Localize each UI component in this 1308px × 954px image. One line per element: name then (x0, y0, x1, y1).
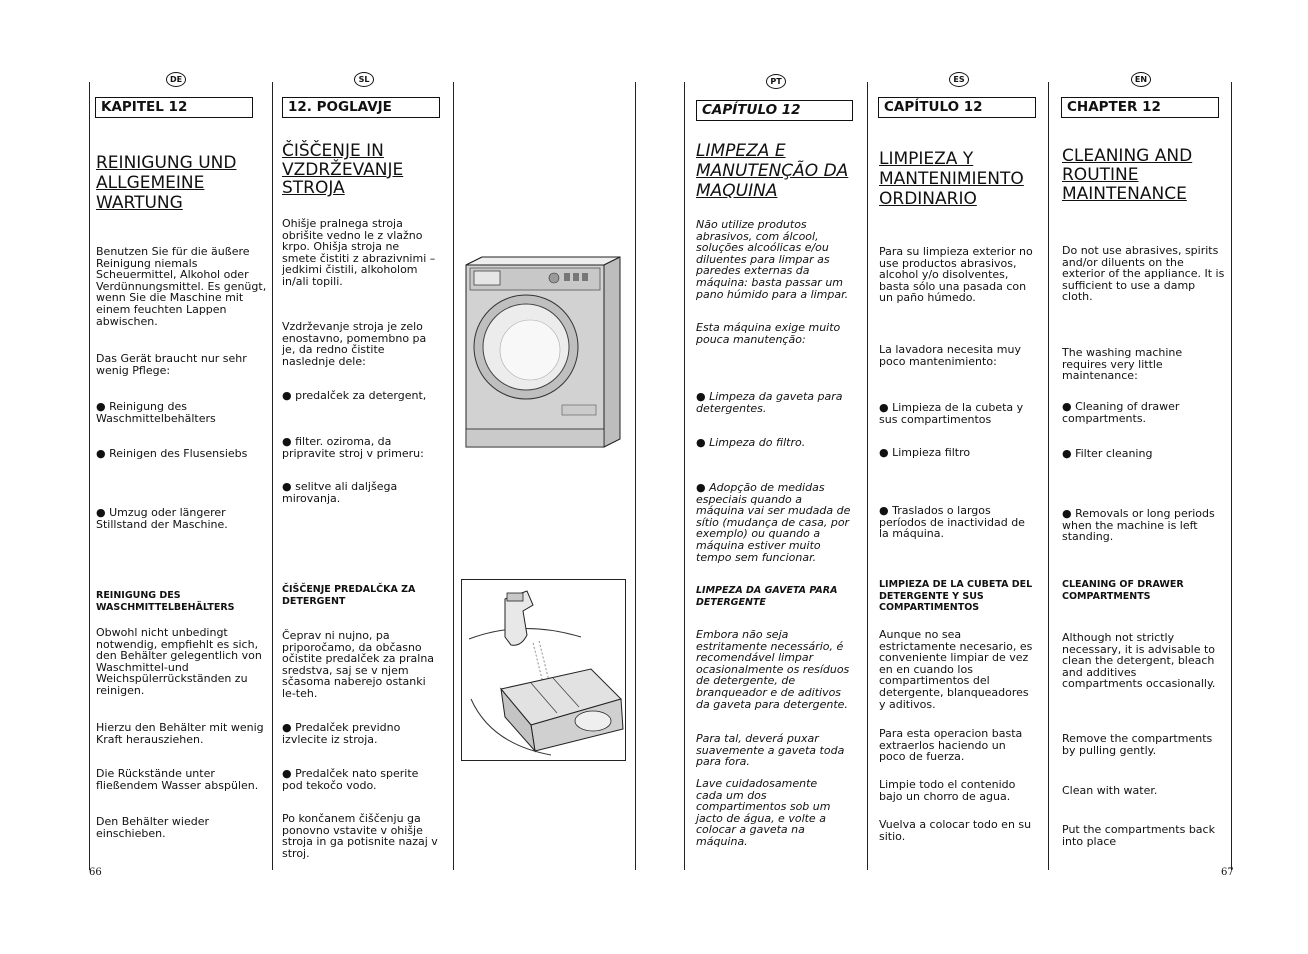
paragraph-de-6: Den Behälter wieder einschieben. (96, 815, 209, 840)
page-number-left: 66 (89, 867, 102, 878)
column-rule (1231, 82, 1232, 870)
subheading-en: CLEANING OF DRAWER COMPARTMENTS (1062, 579, 1184, 602)
washing-machine-illustration (462, 255, 624, 449)
bullet-de-1: ● Reinigung des Waschmittelbehälters (96, 400, 216, 425)
paragraph-en-1: Do not use abrasives, spirits and/or diluents on the exterior of the appliance. It is sufficient to use a damp cloth. (1062, 244, 1225, 304)
subheading-es: LIMPIEZA DE LA CUBETA DEL DETERGENTE Y SUS COMPARTIMENTOS (879, 579, 1033, 613)
bullet-es-2: ● Limpieza filtro (879, 446, 971, 459)
column-rule (867, 82, 868, 870)
page-number-right: 67 (1221, 867, 1234, 878)
subheading-de: REINIGUNG DES WASCHMITTELBEHÄLTERS (96, 590, 235, 613)
paragraph-en-5: Clean with water. (1062, 784, 1158, 797)
paragraph-sl-5: ● Predalček nato sperite pod tekočo vodo. (282, 767, 419, 792)
column-rule (453, 82, 454, 870)
section-title-es: LIMPIEZA Y MANTENIMIENTO ORDINARIO (879, 149, 1024, 209)
chapter-label-en: CHAPTER 12 (1061, 97, 1219, 118)
column-rule (1048, 82, 1049, 870)
section-title-en: CLEANING AND ROUTINE MAINTENANCE (1062, 146, 1193, 204)
bullet-pt-3: ● Adopção de medidas especiais quando a máquina vai ser mudada de sítio (mudança de casa, por exemplo) ou quando a máquina estiver muito tempo sem funcionar. (696, 481, 851, 564)
paragraph-de-2: Das Gerät braucht nur sehr wenig Pflege: (96, 352, 247, 377)
paragraph-es-5: Limpie todo el contenido bajo un chorro de agua. (879, 778, 1016, 803)
paragraph-de-3: Obwohl nicht unbedingt notwendig, empfiehlt es sich, den Behälter gelegentlich von Waschmittel-und Weichspülerrückständen zu reinigen. (96, 626, 262, 697)
chapter-label-sl: 12. POGLAVJE (282, 97, 440, 118)
paragraph-pt-5: Lave cuidadosamente cada um dos compartimentos sob um jacto de água, e volte a colocar a gaveta na máquina. (696, 777, 831, 848)
paragraph-pt-3: Embora não seja estritamente necessário, é recomendável limpar ocasionalmente os resíduos de detergente, de branqueador e de aditivos da gaveta para detergente. (696, 628, 850, 711)
column-rule (684, 82, 685, 870)
language-badge-pt: PT (766, 74, 786, 89)
bullet-es-3: ● Traslados o largos períodos de inactividad de la máquina. (879, 504, 1025, 541)
subheading-pt: LIMPEZA DA GAVETA PARA DETERGENTE (696, 585, 838, 608)
section-title-pt: LIMPEZA E MANUTENÇÃO DA MAQUINA (696, 141, 849, 201)
bullet-en-1: ● Cleaning of drawer compartments. (1062, 400, 1180, 425)
bullet-de-2: ● Reinigen des Flusensiebs (96, 447, 248, 460)
section-title-sl: ČIŠČENJE IN VZDRŽEVANJE STROJA (282, 141, 404, 198)
paragraph-es-6: Vuelva a colocar todo en su sitio. (879, 818, 1032, 843)
paragraph-en-6: Put the compartments back into place (1062, 823, 1215, 848)
paragraph-sl-6: Po končanem čiščenju ga ponovno vstavite v ohišje stroja in ga potisnite nazaj v stroj. (282, 812, 438, 860)
bullet-pt-2: ● Limpeza do filtro. (696, 436, 806, 449)
column-rule (89, 82, 90, 870)
language-badge-es: ES (949, 72, 969, 87)
chapter-label-es: CAPÍTULO 12 (878, 97, 1036, 118)
paragraph-en-4: Remove the compartments by pulling gently. (1062, 732, 1213, 757)
paragraph-sl-3: Čeprav ni nujno, pa priporočamo, da občasno očistite predalček za pralna sredstva, saj se v njem sčasoma naberejo ostanki le-teh. (282, 629, 435, 700)
paragraph-es-4: Para esta operacion basta extraerlos haciendo un poco de fuerza. (879, 727, 1023, 764)
paragraph-en-2: The washing machine requires very little maintenance: (1062, 346, 1183, 383)
bullet-es-1: ● Limpieza de la cubeta y sus compartimentos (879, 401, 1024, 426)
bullet-sl-2: ● filter. oziroma, da pripravite stroj v primeru: (282, 435, 424, 460)
bullet-en-3: ● Removals or long periods when the machine is left standing. (1062, 507, 1215, 544)
subheading-sl: ČIŠČENJE PREDALČKA ZA DETERGENT (282, 584, 416, 607)
language-badge-en: EN (1131, 72, 1151, 87)
paragraph-sl-2: Vzdrževanje stroja je zelo enostavno, pomembno pa je, da redno čistite naslednje dele: (282, 320, 427, 368)
language-badge-de: DE (166, 72, 186, 87)
paragraph-es-1: Para su limpieza exterior no use productos abrasivos, alcohol y/o disolventes, basta sólo una pasada con un paño húmedo. (879, 245, 1033, 305)
column-rule (635, 82, 636, 870)
bullet-en-2: ● Filter cleaning (1062, 447, 1153, 460)
chapter-label-de: KAPITEL 12 (95, 97, 253, 118)
paragraph-sl-1: Ohišje pralnega stroja obrišite vedno le z vlažno krpo. Ohišja stroja ne smete čistiti z abrazivnimi – jedkimi čistili, alkoholom in/ali topili. (282, 217, 436, 288)
section-title-de: REINIGUNG UND ALLGEMEINE WARTUNG (96, 153, 237, 213)
chapter-label-pt: CAPÍTULO 12 (696, 100, 853, 121)
paragraph-pt-1: Não utilize produtos abrasivos, com álcool, soluções alcoólicas e/ou diluentes para limpar as paredes externas da máquina: basta passar um pano húmido para a limpar. (696, 218, 849, 301)
bullet-sl-3: ● selitve ali daljšega mirovanja. (282, 480, 398, 505)
detergent-drawer-illustration (461, 579, 626, 761)
paragraph-de-4: Hierzu den Behälter mit wenig Kraft herausziehen. (96, 721, 264, 746)
bullet-sl-1: ● predalček za detergent, (282, 389, 427, 402)
column-rule (272, 82, 273, 870)
paragraph-pt-2: Esta máquina exige muito pouca manutenção: (696, 321, 841, 346)
bullet-de-3: ● Umzug oder längerer Stillstand der Maschine. (96, 506, 228, 531)
paragraph-es-2: La lavadora necesita muy poco mantenimiento: (879, 343, 1021, 368)
paragraph-en-3: Although not strictly necessary, it is advisable to clean the detergent, bleach and additives compartments occasionally. (1062, 631, 1216, 691)
paragraph-es-3: Aunque no sea estrictamente necesario, es conveniente limpiar de vez en en cuando los compartimentos del detergente, blanqueadores y aditivos. (879, 628, 1033, 711)
language-badge-sl: SL (354, 72, 374, 87)
paragraph-de-5: Die Rückstände unter fließendem Wasser abspülen. (96, 767, 259, 792)
bullet-pt-1: ● Limpeza da gaveta para detergentes. (696, 390, 843, 415)
paragraph-de-1: Benutzen Sie für die äußere Reinigung niemals Scheuermittel, Alkohol oder Verdünnungsmittel. Es genügt, wenn Sie die Maschine mit einem feuchten Lappen abwischen. (96, 245, 267, 328)
paragraph-pt-4: Para tal, deverá puxar suavemente a gaveta toda para fora. (696, 732, 845, 769)
paragraph-sl-4: ● Predalček previdno izvlecite iz stroja. (282, 721, 401, 746)
